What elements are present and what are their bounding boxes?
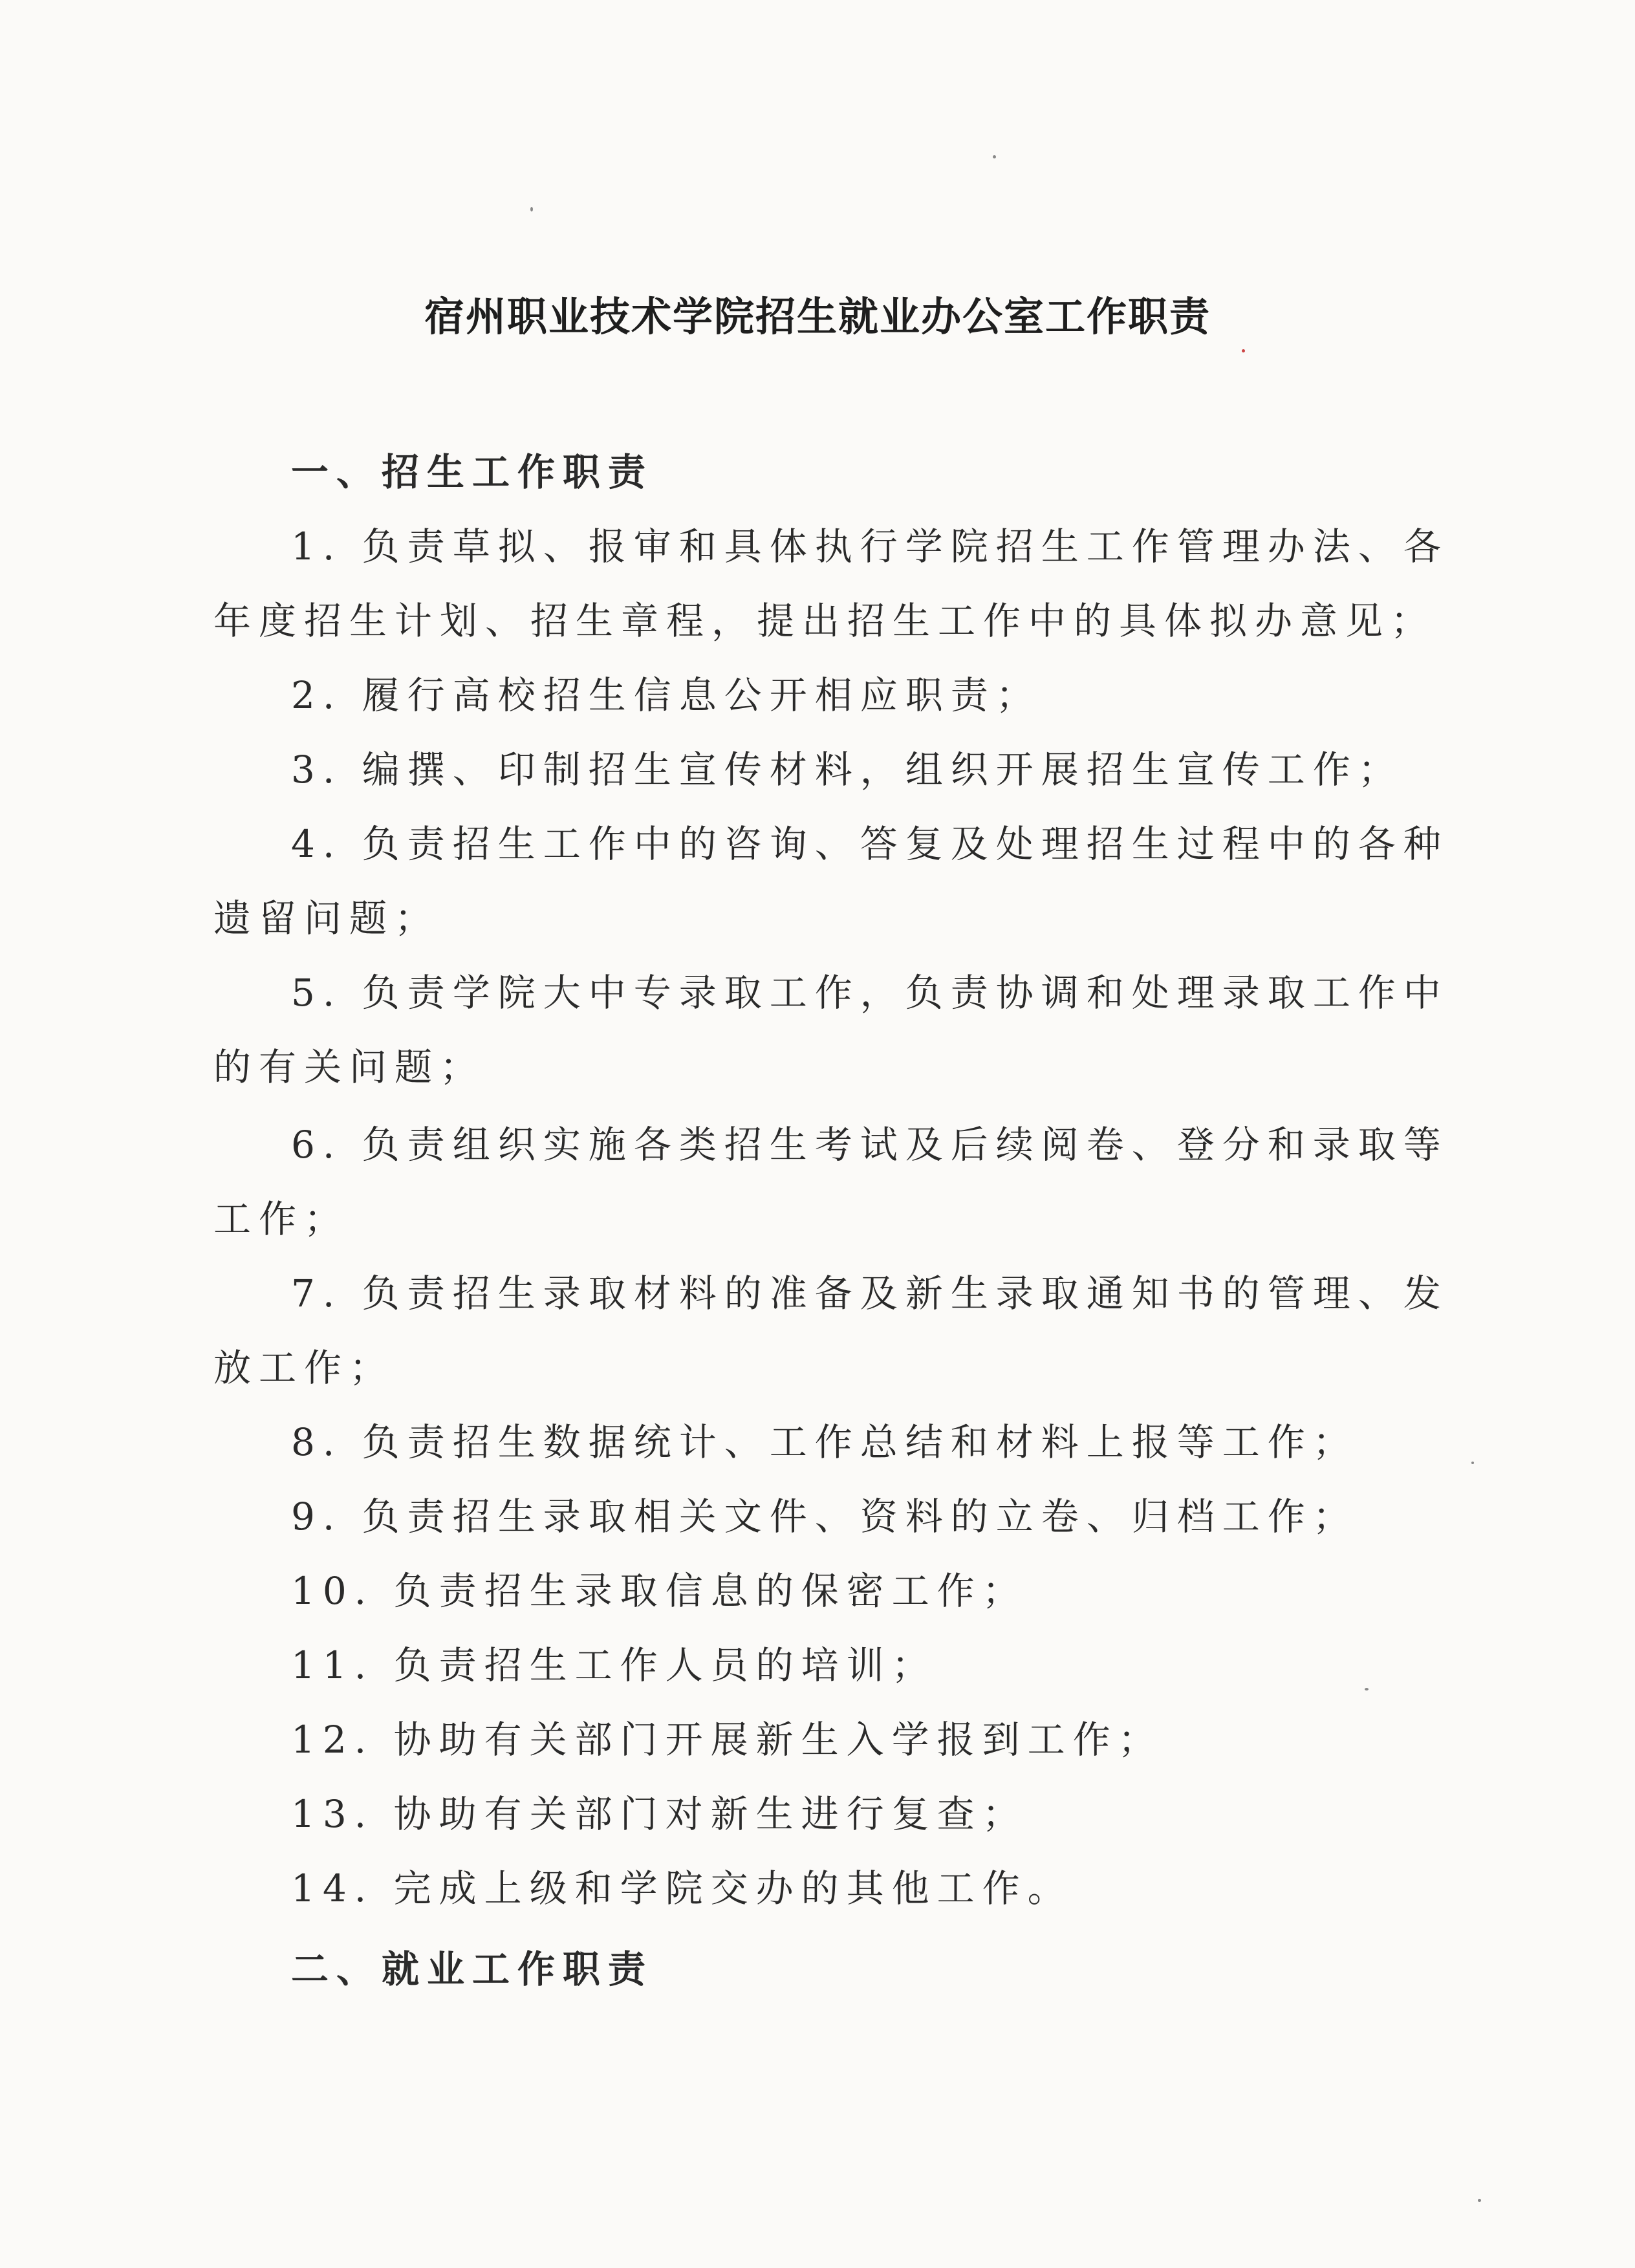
- scan-speck: [1365, 1688, 1369, 1690]
- paragraph-line: 工作；: [213, 1197, 350, 1241]
- paragraph-line: 8. 负责招生数据统计、工作总结和材料上报等工作；: [291, 1420, 1358, 1464]
- paragraph-line: 的有关问题；: [213, 1045, 486, 1089]
- scan-speck: [993, 155, 996, 158]
- paragraph-line: 9. 负责招生录取相关文件、资料的立卷、归档工作；: [291, 1495, 1358, 1539]
- paragraph-line: 4. 负责招生工作中的咨询、答复及处理招生过程中的各种: [291, 822, 1449, 866]
- paragraph-line: 2. 履行高校招生信息公开相应职责；: [291, 673, 1041, 717]
- document-title: 宿州职业技术学院招生就业办公室工作职责: [424, 293, 1211, 340]
- paragraph-line: 3. 编撰、印制招生宣传材料，组织开展招生宣传工作；: [291, 748, 1403, 792]
- paragraph-line: 遗留问题；: [213, 896, 440, 940]
- paragraph-line: 放工作；: [213, 1346, 395, 1390]
- scan-speck: [1471, 1462, 1474, 1464]
- paragraph-line: 14. 完成上级和学院交办的其他工作。: [291, 1866, 1073, 1910]
- paragraph-line: 11. 负责招生工作人员的培训；: [291, 1643, 937, 1687]
- scan-speck: [1478, 2199, 1481, 2202]
- paragraph-line: 10. 负责招生录取信息的保密工作；: [291, 1569, 1028, 1613]
- paragraph-line: 12. 协助有关部门开展新生入学报到工作；: [291, 1718, 1164, 1762]
- paragraph-line: 5. 负责学院大中专录取工作，负责协调和处理录取工作中: [291, 971, 1449, 1015]
- paragraph-line: 6. 负责组织实施各类招生考试及后续阅卷、登分和录取等: [291, 1123, 1449, 1167]
- paragraph-line: 年度招生计划、招生章程，提出招生工作中的具体拟办意见；: [213, 599, 1436, 643]
- paragraph-line: 7. 负责招生录取材料的准备及新生录取通知书的管理、发: [291, 1271, 1449, 1315]
- section-heading-admissions: 一、招生工作职责: [291, 450, 654, 494]
- paragraph-line: 13. 协助有关部门对新生进行复查；: [291, 1792, 1028, 1836]
- scan-speck: [1242, 349, 1245, 352]
- paragraph-line: 1. 负责草拟、报审和具体执行学院招生工作管理办法、各: [291, 524, 1449, 568]
- scan-speck: [530, 207, 533, 211]
- section-heading-employment: 二、就业工作职责: [291, 1947, 654, 1991]
